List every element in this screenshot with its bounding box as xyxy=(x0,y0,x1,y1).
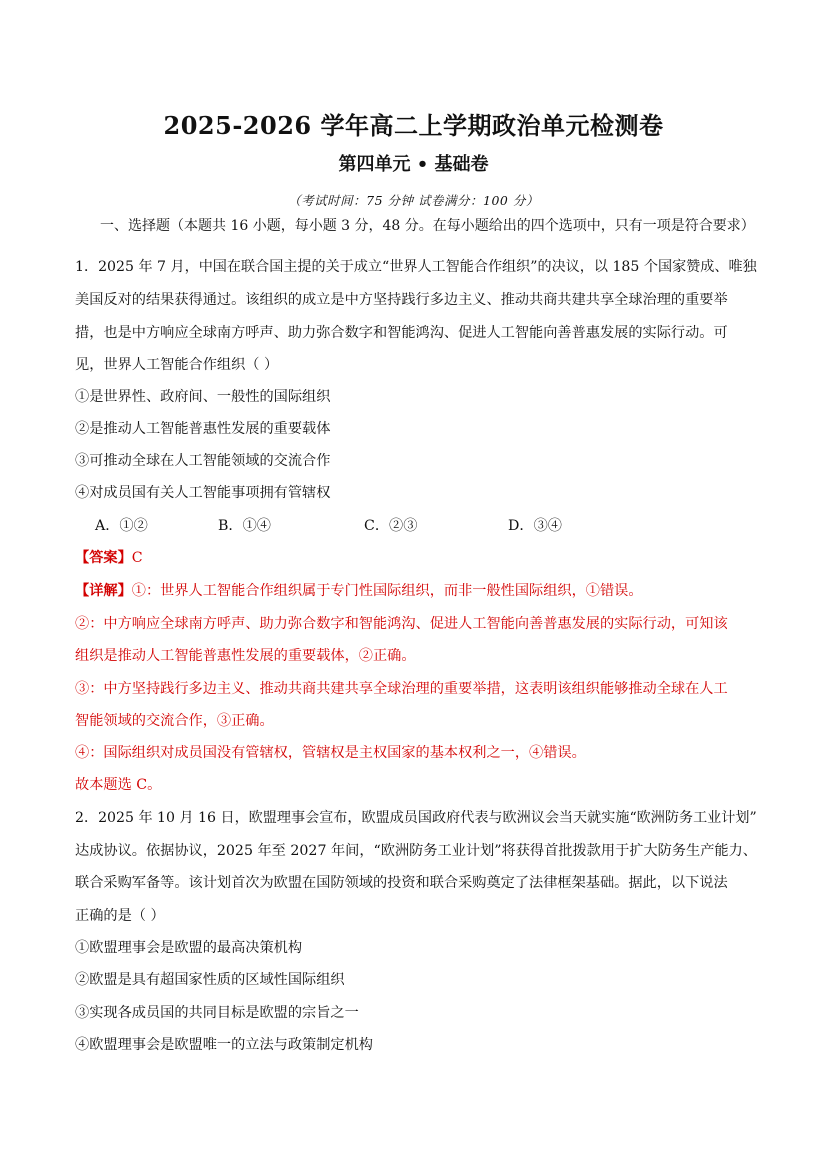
detail-label: 【详解】 xyxy=(75,583,132,599)
q1-statement: ②是推动人工智能普惠性发展的重要载体 xyxy=(75,421,331,437)
q2-statement: ②欧盟是具有超国家性质的区域性国际组织 xyxy=(75,972,345,988)
q2-stem-line: 正确的是（ ） xyxy=(75,908,165,924)
page-subtitle: 第四单元 • 基础卷 xyxy=(338,154,489,175)
q1-statement: ④对成员国有关人工智能事项拥有管辖权 xyxy=(75,485,331,501)
q1-detail-line: ③：中方坚持践行多边主义、推动共商共建共享全球治理的重要举措，这表明该组织能够推动全球在人工 xyxy=(75,681,728,697)
q1-option-a: A．①② xyxy=(95,518,148,534)
q1-statement: ③可推动全球在人工智能领域的交流合作 xyxy=(75,453,331,469)
q2-stem-line: 达成协议。依据协议，2025 年至 2027 年间，“欧洲防务工业计划”将获得首批拨款用于扩大防务生产能力、 xyxy=(75,843,757,859)
q1-stem-line: 见，世界人工智能合作组织（ ） xyxy=(75,357,279,373)
q1-option-b: B．①④ xyxy=(218,518,271,534)
q1-stem-line: 1．2025 年 7 月，中国在联合国主提的关于成立“世界人工智能合作组织”的决议，以 185 个国家赞成、唯独 xyxy=(75,259,757,275)
section-heading: 一、选择题（本题共 16 小题，每小题 3 分，48 分。在每小题给出的四个选项中，只有一项是符合要求） xyxy=(100,218,755,234)
q1-detail-line: 组织是推动人工智能普惠性发展的重要载体，②正确。 xyxy=(75,648,416,664)
q1-detail-line: 智能领域的交流合作，③正确。 xyxy=(75,713,274,729)
q2-statement: ④欧盟理事会是欧盟唯一的立法与政策制定机构 xyxy=(75,1037,373,1053)
q1-statement: ①是世界性、政府间、一般性的国际组织 xyxy=(75,389,331,405)
q1-detail-line xyxy=(75,580,643,600)
q2-stem-line: 联合采购军备等。该计划首次为欧盟在国防领域的投资和联合采购奠定了法律框架基础。据此，以下说法 xyxy=(75,875,728,891)
q2-statement: ①欧盟理事会是欧盟的最高决策机构 xyxy=(75,940,303,956)
q1-option-c: C．②③ xyxy=(364,518,418,534)
detail-text: ①：世界人工智能合作组织属于专门性国际组织，而非一般性国际组织，①错误。 xyxy=(131,583,643,599)
q1-stem-line: 措，也是中方响应全球南方呼声、助力弥合数字和智能鸿沟、促进人工智能向善普惠发展的实际行动。可 xyxy=(75,325,728,341)
q1-detail-line: ④：国际组织对成员国没有管辖权，管辖权是主权国家的基本权利之一，④错误。 xyxy=(75,745,586,761)
page-title: 2025-2026 学年高二上学期政治单元检测卷 xyxy=(163,111,664,140)
q1-conclusion: 故本题选 C。 xyxy=(75,777,162,793)
q1-detail-line: ②：中方响应全球南方呼声、助力弥合数字和智能鸿沟、促进人工智能向善普惠发展的实际行动，可知该 xyxy=(75,616,728,632)
answer-value: C xyxy=(131,550,143,566)
q1-answer xyxy=(75,547,143,567)
q2-stem-line: 2．2025 年 10 月 16 日，欧盟理事会宣布，欧盟成员国政府代表与欧洲议会当天就实施“欧洲防务工业计划” xyxy=(75,810,757,826)
q1-option-d: D．③④ xyxy=(508,518,562,534)
answer-label: 【答案】 xyxy=(75,550,132,566)
q2-statement: ③实现各成员国的共同目标是欧盟的宗旨之一 xyxy=(75,1005,359,1021)
exam-info: （考试时间：75 分钟 试卷满分：100 分） xyxy=(288,193,539,208)
q1-stem-line: 美国反对的结果获得通过。该组织的成立是中方坚持践行多边主义、推动共商共建共享全球治理的重要举 xyxy=(75,292,728,308)
